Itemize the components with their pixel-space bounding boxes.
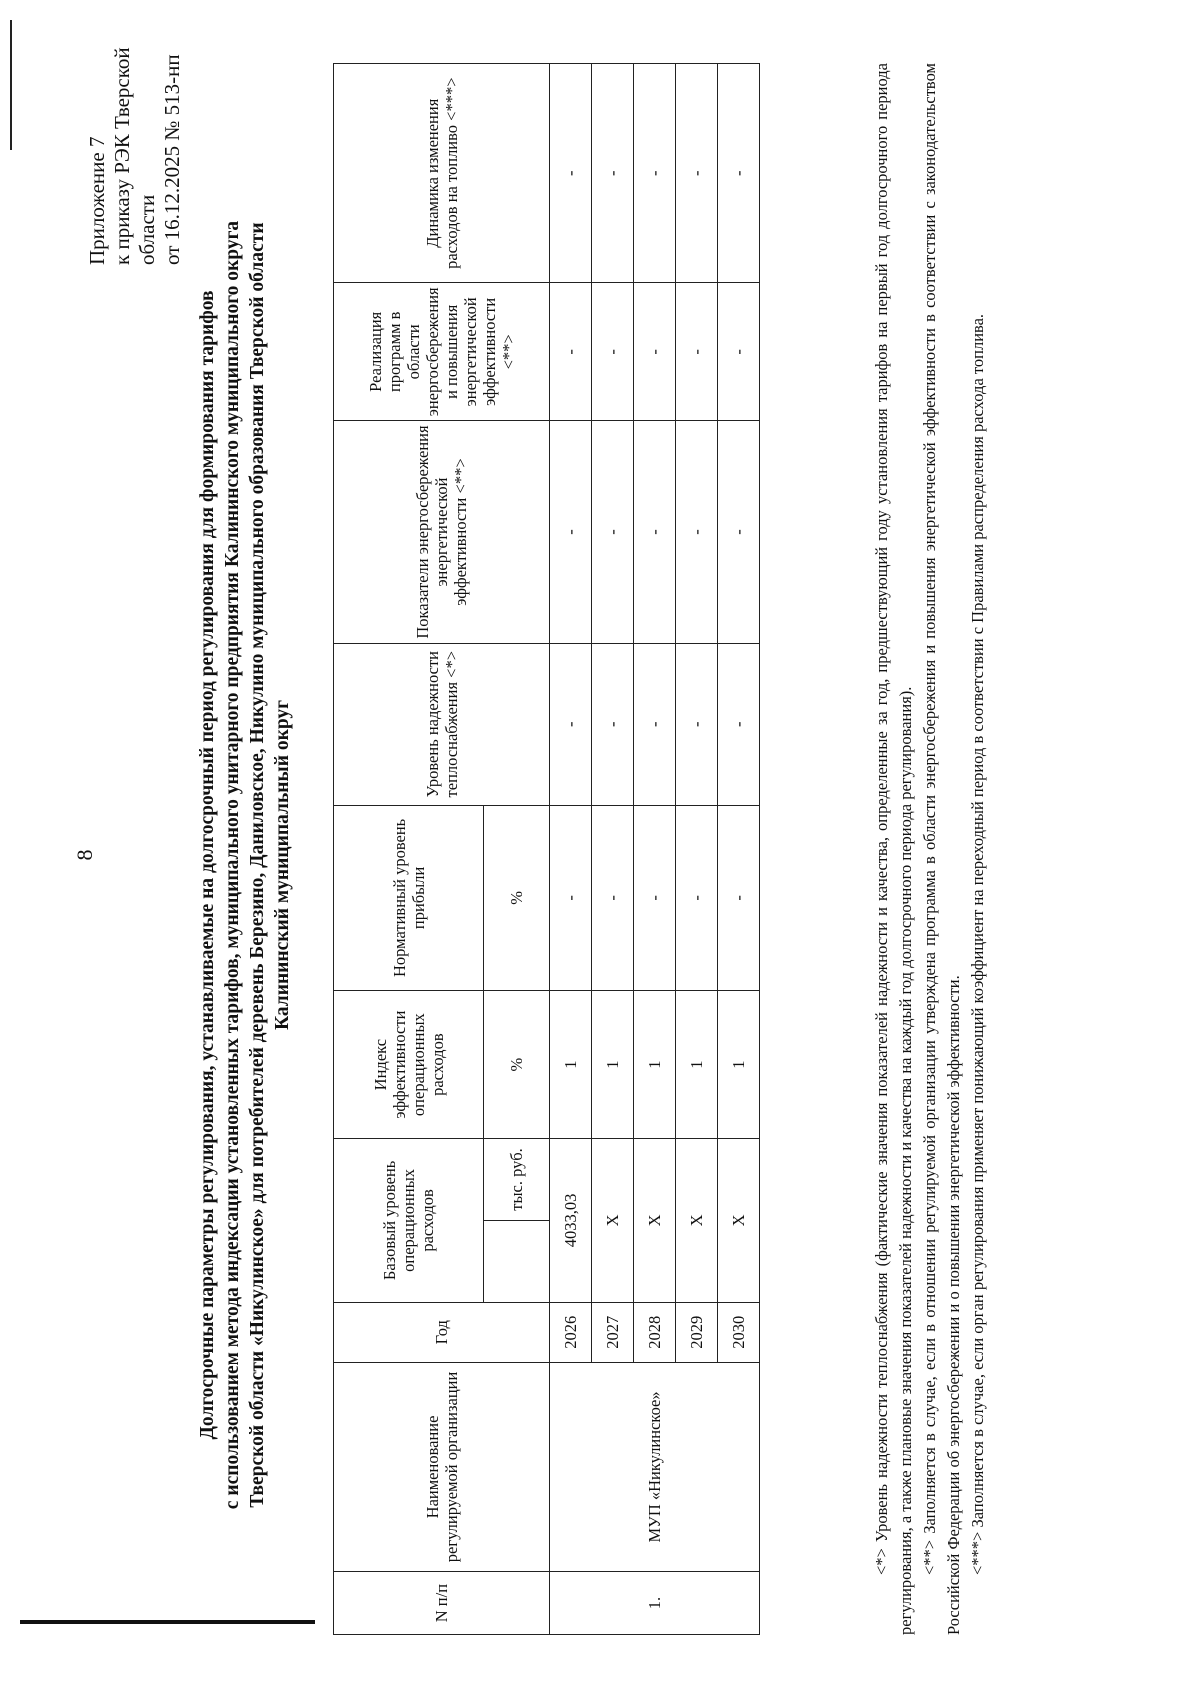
header-row bbox=[334, 64, 484, 1635]
cell-base: Х bbox=[592, 1139, 634, 1303]
cell-programs: - bbox=[634, 283, 676, 421]
header-base: Базовый уровень операционных расходов bbox=[334, 1139, 484, 1303]
cell-fuel: - bbox=[550, 64, 592, 283]
cell-reliability: - bbox=[592, 643, 634, 805]
header-year: Год bbox=[334, 1302, 550, 1362]
cell-fuel: - bbox=[634, 64, 676, 283]
cell-year: 2027 bbox=[592, 1302, 634, 1362]
footnotes bbox=[870, 63, 990, 1635]
cell-fuel: - bbox=[676, 64, 718, 283]
footnote-1: <*> Уровень надежности теплоснабжения (фактические значения показателей надежности и качества, определенные за год, предшествующий году установления тарифов на первый год долгосрочного периода регулирования, а также плановые значения показателей надежности и качества на каждый год долгосрочного периода регулирования). bbox=[872, 63, 915, 1635]
cell-index: 1 bbox=[676, 991, 718, 1139]
header-reliability: Уровень надежности теплоснабжения <*> bbox=[334, 643, 550, 805]
cell-profit: - bbox=[634, 805, 676, 991]
document-title bbox=[195, 135, 295, 1595]
header-num: N п/п bbox=[334, 1572, 550, 1635]
appendix-header bbox=[85, 0, 185, 265]
units-spacer bbox=[484, 1220, 550, 1302]
cell-energy: - bbox=[718, 421, 760, 644]
header-org: Наименование регулируемой организации bbox=[334, 1362, 550, 1572]
cell-reliability: - bbox=[676, 643, 718, 805]
title-line-2: с использованием метода индексации установленных тарифов, муниципального унитарного предприятия Калининского муниципального округа bbox=[222, 220, 243, 1510]
footnote-3: <***> Заполняется в случае, если орган регулирования применяет понижающий коэффициент на переходный период в соответствии с Правилами распределения расхода топлива. bbox=[968, 313, 987, 1575]
appendix-line-1: Приложение 7 bbox=[85, 136, 109, 265]
cell-index: 1 bbox=[550, 991, 592, 1139]
cell-profit: - bbox=[676, 805, 718, 991]
table-row bbox=[550, 64, 592, 1635]
footnote-2: <**> Заполняется в случае, если в отношении регулируемой организации утверждена программа в области энергосбережения и повышения энергетической эффективности в соответствии с законодательством Российской Федерации об энергосбережении и о повышении энергетической эффективности. bbox=[920, 63, 963, 1635]
org-name: МУП «Никулинское» bbox=[550, 1362, 760, 1572]
cell-fuel: - bbox=[592, 64, 634, 283]
cell-base: 4033,03 bbox=[550, 1139, 592, 1303]
parameters-table bbox=[333, 63, 760, 1635]
title-line-3: Тверской области «Никулинское» для потребителей деревень Березино, Даниловское, Никулино муниципального образования Тверской области bbox=[247, 222, 268, 1508]
title-line-1: Долгосрочные параметры регулирования, устанавливаемые на долгосрочный период регулирования для формирования тарифов bbox=[197, 290, 218, 1440]
cell-programs: - bbox=[550, 283, 592, 421]
cell-index: 1 bbox=[634, 991, 676, 1139]
cell-reliability: - bbox=[634, 643, 676, 805]
cell-fuel: - bbox=[718, 64, 760, 283]
cell-programs: - bbox=[592, 283, 634, 421]
header-profit: Нормативный уровень прибыли bbox=[334, 805, 484, 991]
cell-reliability: - bbox=[718, 643, 760, 805]
page-number: 8 bbox=[72, 849, 97, 861]
unit-base: тыс. руб. bbox=[484, 1139, 550, 1221]
header-index: Индекс эффективности операционных расходов bbox=[334, 991, 484, 1139]
row-number: 1. bbox=[550, 1572, 760, 1635]
unit-index: % bbox=[484, 991, 550, 1139]
cell-programs: - bbox=[718, 283, 760, 421]
cell-year: 2028 bbox=[634, 1302, 676, 1362]
cell-profit: - bbox=[550, 805, 592, 991]
header-energy: Показатели энергосбережения энергетической эффективности <**> bbox=[334, 421, 550, 644]
appendix-line-3: от 16.12.2025 № 513-нп bbox=[160, 54, 184, 265]
cell-year: 2029 bbox=[676, 1302, 718, 1362]
cell-base: Х bbox=[676, 1139, 718, 1303]
appendix-line-2: к приказу РЭК Тверской области bbox=[110, 47, 159, 265]
cell-energy: - bbox=[634, 421, 676, 644]
title-line-4: Калининский муниципальный округ bbox=[272, 699, 293, 1031]
cell-energy: - bbox=[676, 421, 718, 644]
header-fuel: Динамика изменения расходов на топливо <***> bbox=[334, 64, 550, 283]
cell-base: Х bbox=[634, 1139, 676, 1303]
cell-energy: - bbox=[592, 421, 634, 644]
cell-year: 2030 bbox=[718, 1302, 760, 1362]
header-programs: Реализация программ в области энергосбережения и повышения энергетической эффективности <**> bbox=[334, 283, 550, 421]
cell-reliability: - bbox=[550, 643, 592, 805]
cell-profit: - bbox=[718, 805, 760, 991]
cell-base: Х bbox=[718, 1139, 760, 1303]
cell-index: 1 bbox=[592, 991, 634, 1139]
cell-energy: - bbox=[550, 421, 592, 644]
cell-year: 2026 bbox=[550, 1302, 592, 1362]
unit-profit: % bbox=[484, 805, 550, 991]
cell-index: 1 bbox=[718, 991, 760, 1139]
cell-programs: - bbox=[676, 283, 718, 421]
cell-profit: - bbox=[592, 805, 634, 991]
